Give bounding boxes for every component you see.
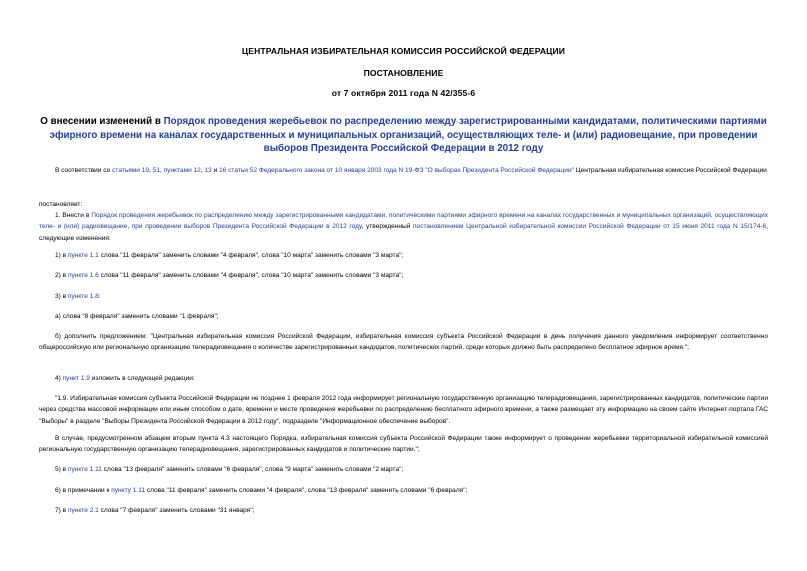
item-1-text-3: , следующие изменения: xyxy=(39,223,769,242)
subitem-4-text-1: 4) xyxy=(55,375,63,382)
link-resolution-15-174-6[interactable]: постановлением Центральной избирательной комиссии Российской Федерации от 15 июня 2011 года N 15/174-6 xyxy=(413,223,767,231)
subitem-1-text-1: 1) в xyxy=(55,252,68,259)
commission-name: ЦЕНТРАЛЬНАЯ ИЗБИРАТЕЛЬНАЯ КОМИССИЯ РОССИЙСКОЙ ФЕДЕРАЦИИ xyxy=(241,46,566,56)
link-point-1-6[interactable]: пункте 1.6 xyxy=(67,272,99,279)
link-point-1-8[interactable]: пункте 1.8 xyxy=(67,293,99,300)
subitem-5-text-1: 5) в xyxy=(55,466,68,473)
title-prefix: О внесении изменений в xyxy=(40,116,164,127)
subitem-1 xyxy=(39,250,768,261)
link-point-13[interactable]: 13 xyxy=(204,167,212,174)
intro-text-4: , xyxy=(200,167,205,174)
subitem-3b: б) дополнить предложением: "Центральная избирательная комиссия Российской Федерации, избирательная комиссия субъекта Российской Федерации в день получения данного уведомления информирует соответственно общероссийскую или региональную организацию телерадиовещания о количестве зарегистрированных кандидатов, политических партий, среди которых должно быть распределено бесплатное эфирное время."; xyxy=(39,333,768,352)
title-procedure-link[interactable]: Порядок проведения жеребьевок по распределению между зарегистрированными кандидатами, политическими партиями эфирного времени на каналах государственных и муниципальных организаций, осуществляющих теле- и (или) радиовещание, при проведении выборов Президента Российской Федерации в 2012 году xyxy=(49,116,767,154)
subitem-3 xyxy=(39,291,768,302)
subitem-7-text-2: слова "7 февраля" заменить словами "31 января"; xyxy=(98,507,255,514)
link-point-12[interactable]: пунктами 12 xyxy=(163,167,201,174)
intro-text-6: Центральная избирательная комиссия Российской Федерации xyxy=(573,167,767,174)
intro-text-2: , xyxy=(149,167,153,174)
document-title xyxy=(40,115,767,156)
subitem-6-text-2: слова "11 февраля" заменить словами "4 февраля", слова "13 февраля" заменить словами "6 февраля"; xyxy=(145,487,468,494)
link-point-1-9[interactable]: пункт 1.9 xyxy=(62,375,90,382)
subitem-1-text-2: слова "11 февраля" заменить словами "4 февраля", слова "10 марта" заменить словами "3 марта"; xyxy=(98,252,404,259)
link-point-2-1[interactable]: пункте 2.1 xyxy=(67,507,99,514)
subitem-2-text-2: слова "11 февраля" заменить словами "4 февраля", слова "10 марта" заменить словами "3 марта"; xyxy=(98,272,404,279)
subitem-4 xyxy=(39,373,768,384)
intro-paragraph xyxy=(39,165,768,176)
quote-paragraph-1: "1.9. Избирательная комиссия субъекта Российской Федерации не позднее 1 февраля 2012 года информирует региональную государственную организацию телерадиовещания, зарегистрированных кандидатов, политические партии через средства массовой информации или иным способом о дате, времени и месте проведения жеребьевки по распределению бесплатного эфирного времени, а также размещает эту информацию на своем сайте Интернет-портала ГАС "Выборы" в разделе "Выборы Президента Российской Федерации в 2012 году", подразделе "Информационное обеспечение выборов". xyxy=(39,395,768,425)
link-procedure[interactable]: Порядок проведения жеребьевок по распределению между зарегистрированными кандидатами, политическими партиями эфирного времени на каналах государственных и муниципальных организаций, осуществляющих теле- и (или) радиовещание, при проведении выборов Президента Российской Федерации в 2012 году xyxy=(39,212,768,231)
intro-text-3: , xyxy=(159,167,164,174)
link-point-1-11-note[interactable]: пункту 1.11 xyxy=(111,487,145,494)
quote-paragraph-2: В случае, предусмотренном абзацем вторым пункта 4.3 настоящего Порядка, избирательная комиссия субъекта Российской Федерации также информирует о проведении жеребьевки территориальной избирательной комиссией региональную государственную организацию телерадиовещания, зарегистрированных кандидатов и политические партии."; xyxy=(39,435,768,454)
subitem-6 xyxy=(39,485,768,496)
item-1-text-2: , утвержденный xyxy=(361,223,414,231)
resolves-line: постановляет: xyxy=(39,201,83,208)
item-1-text-1: 1. Внести в xyxy=(55,212,92,219)
intro-text-1: В соответствии со xyxy=(55,167,113,174)
subitem-4-text-2: изложить в следующей редакции: xyxy=(89,375,195,382)
document-date-number: от 7 октября 2011 года N 42/355-6 xyxy=(331,88,476,98)
subitem-3-text-2: : xyxy=(98,293,101,300)
subitem-5-text-2: слова "13 февраля" заменить словами "6 февраля", слова "9 марта" заменить словами "2 марта"; xyxy=(101,466,404,473)
subitem-7 xyxy=(39,505,768,516)
intro-text-5: и xyxy=(211,167,220,174)
link-article-19[interactable]: статьями 19 xyxy=(112,167,150,174)
subitem-5 xyxy=(39,464,768,475)
subitem-2 xyxy=(39,270,768,281)
item-1-paragraph xyxy=(39,210,768,244)
subitem-3a: а) слова "8 февраля" заменить словами "1 февраля"; xyxy=(55,313,219,320)
subitem-2-text-1: 2) в xyxy=(55,272,68,279)
document-type: ПОСТАНОВЛЕНИЕ xyxy=(363,68,444,78)
subitem-7-text-1: 7) в xyxy=(55,507,68,514)
subitem-6-text-1: 6) в примечании к xyxy=(55,487,112,494)
subitem-3-text-1: 3) в xyxy=(55,293,68,300)
link-article-51[interactable]: 51 xyxy=(152,167,160,174)
link-federal-law[interactable]: 16 статьи 52 Федерального закона от 10 января 2003 года N 19-ФЗ "О выборах Президента Российской Федерации" xyxy=(219,167,574,174)
link-point-1-11[interactable]: пункте 1.11 xyxy=(67,466,102,473)
link-point-1-1[interactable]: пункте 1.1 xyxy=(67,252,99,259)
